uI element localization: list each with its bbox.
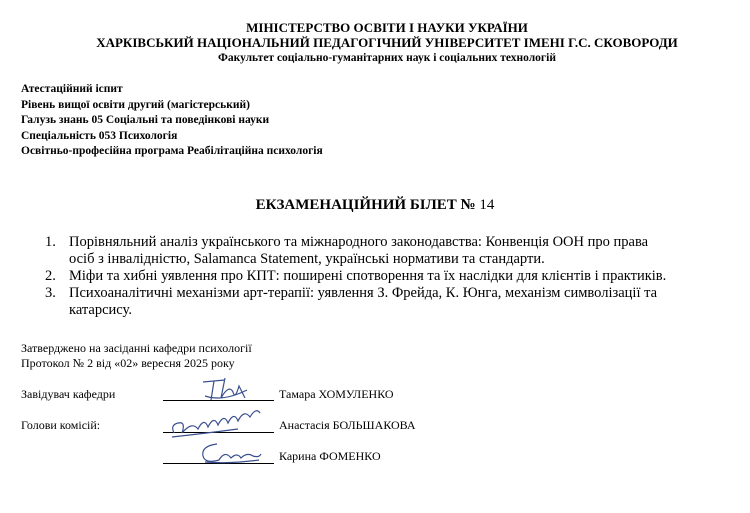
approval-line: Затверджено на засіданні кафедри психології <box>21 341 252 355</box>
question-text: Порівняльний аналіз українського та міжнародного законодавства: Конвенція ООН про права <box>69 234 649 250</box>
question-item <box>45 285 745 319</box>
question-text: Психоаналітичні механізми арт-терапії: уявлення З. Фрейда, К. Юнга, механізм символізації та <box>69 285 658 301</box>
head-signature <box>195 372 255 404</box>
program: Освітньо-професійна програма Реабілітаційна психологія <box>21 145 323 157</box>
ticket-number: 14 <box>479 197 495 213</box>
exam-meta <box>21 82 323 160</box>
question-text: Міфи та хибні уявлення про КПТ: поширені спотворення та їх наслідки для клієнтів і практиків. <box>69 268 667 284</box>
question-text-continued: осіб з інвалідністю, Salamanca Statement, українські нормативи та стандарти. <box>69 251 545 267</box>
specialty: Спеціальність 053 Психологія <box>21 129 178 142</box>
member1-signature <box>168 403 268 441</box>
ticket-title <box>0 197 750 214</box>
member2-signature <box>195 438 265 468</box>
education-level: Рівень вищої освіти другий (магістерський) <box>21 98 250 111</box>
faculty-heading: Факультет соціально-гуманітарних наук і соціальних технологій <box>218 52 556 64</box>
ministry-heading: МІНІСТЕРСТВО ОСВІТИ І НАУКИ УКРАЇНИ <box>246 20 528 35</box>
university-heading: ХАРКІВСЬКИЙ НАЦІОНАЛЬНИЙ ПЕДАГОГІЧНИЙ УНІВЕРСИТЕТ ІМЕНІ Г.С. СКОВОРОДИ <box>96 35 678 50</box>
question-item <box>45 234 745 268</box>
head-label: Завідувач кафедри <box>21 387 116 401</box>
question-number: 1. <box>45 234 56 250</box>
commission-label: Голови комісій: <box>21 418 101 432</box>
question-number: 2. <box>45 268 56 284</box>
head-name: Тамара ХОМУЛЕНКО <box>279 387 394 401</box>
exam-type: Атестаційний іспит <box>21 83 123 95</box>
approval-note <box>21 341 252 370</box>
protocol-line: Протокол № 2 від «02» вересня 2025 року <box>21 355 235 370</box>
ticket-title-label: ЕКЗАМЕНАЦІЙНИЙ БІЛЕТ № <box>255 197 476 213</box>
question-list <box>45 234 745 319</box>
knowledge-field: Галузь знань 05 Соціальні та поведінкові науки <box>21 114 270 126</box>
member2-name: Карина ФОМЕНКО <box>279 449 381 463</box>
question-number: 3. <box>45 285 56 301</box>
member1-name: Анастасія БОЛЬШАКОВА <box>279 418 416 432</box>
question-item <box>45 268 745 285</box>
question-text-continued: катарсису. <box>69 302 132 318</box>
